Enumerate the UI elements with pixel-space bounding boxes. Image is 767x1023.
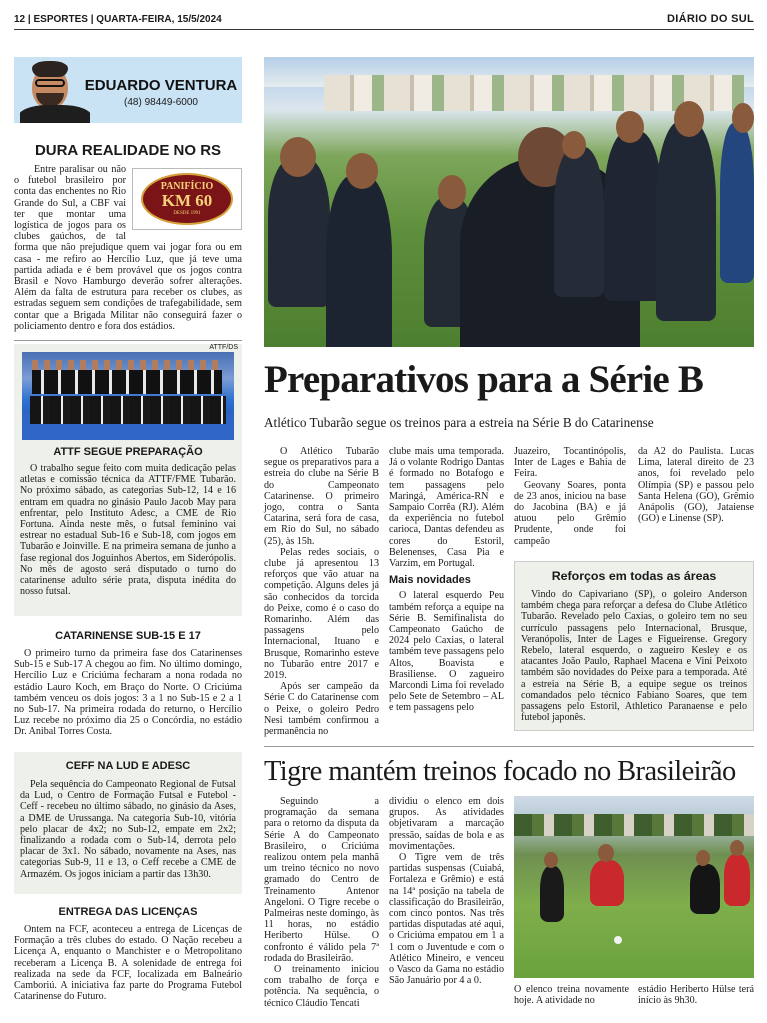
- reinforcements-box: [514, 561, 754, 731]
- section-title-licencas: ENTREGA DAS LICENÇAS: [58, 906, 198, 918]
- criciuma-training-photo: [514, 796, 754, 978]
- photo-caption-a: O elenco treina novamente hoje. A atividade no: [514, 984, 629, 1007]
- page-header: [14, 8, 754, 30]
- article2-col-1: Seguindo a programação da semana para o retorno da disputa da Série A do Campeonato Brasileiro, o Criciúma realizou ontem pela manhã um treino técnico no novo gramado do Centro de Treinamento Antenor Angeloni. O Tigre recebe o Palmeiras neste domingo, às 11 horas, no estádio Heriberto Hülse. O confronto é válido pela 7ª rodada do Brasileirão. O treinamento iniciou com trabalho de força e potência. Na sequência, o técnico Cláudio Tencati: [264, 796, 379, 1009]
- section-title-ceff: CEFF NA LUD E ADESC: [65, 760, 191, 772]
- section-text-attf: O trabalho segue feito com muita dedicação pelas atletas e comissão técnica da ATTF/FME Tubarão. No próximo sábado, as categorias Sub-12, 14 e 16 entram em quadra no ginásio Paulo Jacob May para enfrentar, pelo Instituto Adesc, a CME de Rio Fortuna. Ainda neste mês, o futsal feminino vai estrear no estadual Sub-16 e Sub-18, com jogos em Tubarão e Joinville. E na primeira semana de junho a fase regional dos Joguinhos Abertos, em Siderópolis. No mês de agosto será disputado o turno do catarinense adulto série prata, disputa inédita do nosso futsal.: [20, 463, 236, 598]
- section-title-catarinense: CATARINENSE SUB-15 E 17: [55, 630, 201, 642]
- section-title-attf: ATTF SEGUE PREPARAÇÃO: [53, 446, 203, 458]
- columnist-banner: [14, 57, 242, 123]
- article-col-1: O Atlético Tubarão segue os preparativos para a estreia do clube na Série B do Campeonato Catarinense. O primeiro jogo, contra o Santa Catarina, será fora de casa, em Rio do Sul, no sábado (25), às 15h. Pelas redes sociais, o clube já apresentou 13 reforços que vão atuar na competição. Alguns deles já são conhecidos da torcida do Peixe, como é o caso do Romarinho. Além das passagens pelo Internacional, Ituano e Brusque, Romarinho esteve no Tubarão entre 2017 e 2019. Após ser campeão da Série C do Catarinense com o Peixe, o goleiro Pedro Nesi também confirmou a permanência no: [264, 446, 379, 738]
- box-text: Vindo do Capivariano (SP), o goleiro Anderson também chega para reforçar a defesa do Clube Atlético Tubarão. Revelado pelo Caxias, o goleiro tem no seu currículo passagens pelo Internacional, Brusque, Veranópolis, Inter de Lages e Figueirense. Gregory Rebelo, lateral esquerdo, o zagueiro Kesley e os atacantes João Paulo, Raphael Macena e Vini Peixoto também são novidades do Peixe para a temporada. Até a estreia na Série B, a equipe segue os treinos comandados pelo técnico Fabiano Soares, que tem passagens pelo Estoril, Athletico Paranaense e pelo futebol japonês.: [521, 589, 747, 724]
- article2-headline: Tigre mantém treinos focado no Brasileirão: [264, 756, 736, 787]
- column-title: DURA REALIDADE NO RS: [34, 142, 222, 159]
- article-headline: Preparativos para a Série B: [264, 358, 704, 401]
- box-title: Reforços em todas as áreas: [551, 569, 717, 583]
- column-intro-text: Entre paralisar ou não o futebol brasileiro por conta das enchentes no Rio Grande do Sul, a CBF vai ter que montar uma logística de jogos para os clubes gaúchos, de tal forma que não prejudique quem vai jogar fora ou em casa - me refiro ao Hercílio Luz, que já teve uma partida adiada e é bem provável que os jogos contra Brasil e Novo Hamburgo deverão sofrer alterações. Além da falta de estrutura para receber os clubes, as estradas seguem sem condições de trafegabilidade, sem contar que a Brigada Militar não conseguirá fazer o policiamento dentro e fora dos estádios.: [14, 164, 242, 332]
- article2-col-2: dividiu o elenco em dois grupos. As atividades objetivaram a marcação pressão, saídas de bola e as movimentações. O Tigre vem de três partidas suspensas (Cuiabá, Fortaleza e Grêmio) e está na 14ª posição na tabela de classificação do Brasileirão, com cinco pontos. Nas três partidas disputadas até aqui, o Criciúma empatou em 1 a 1 com o Juventude e com o Atlético Mineiro, e venceu o Vasco da Gama no estádio São Januário por 4 a 0.: [389, 796, 504, 987]
- photo-credit-attf: ATTF/DS: [209, 344, 238, 351]
- article-subtitle: Mais novidades: [389, 574, 471, 587]
- bakery-ad-line1: PANIFÍCIO: [160, 181, 214, 192]
- attf-team-photo: [22, 352, 234, 440]
- divider: [14, 340, 242, 341]
- header-section-date: 12 | ESPORTES | QUARTA-FEIRA, 15/5/2024: [14, 14, 222, 25]
- article-col-4: da A2 do Paulista. Lucas Lima, lateral direito de 23 anos, foi revelado pelo Olímpia (SP) e passou pelo Santa Helena (GO), Grêmio Anápolis (GO), Jataiense (GO) e Linense (SP).: [638, 446, 754, 525]
- newspaper-name: DIÁRIO DO SUL: [666, 13, 754, 25]
- columnist-phone: (48) 98449-6000: [124, 97, 198, 108]
- bakery-ad-line3: DESDE 1991: [173, 211, 201, 216]
- article-col-3: Juazeiro, Tocantinópolis, Inter de Lages e Bahia de Feira. Geovany Soares, ponta de 23 anos, iniciou na base do Jacobina (BA) e já atuou pelo Grêmio Prudente, onde foi campeão: [514, 446, 626, 547]
- photo-caption-b: estádio Heriberto Hülse terá início às 9h30.: [638, 984, 754, 1007]
- section-text-licencas: Ontem na FCF, aconteceu a entrega de Licenças de Formação a três clubes do estado. O Nação recebeu a Licença A, enquanto o Manchister e o Metropolitano receberam a Licença B. A solenidade de entrega foi realizada na sede da FCF, localizada em Balneário Camboriú. A iniciativa faz parte do Programa Futebol Catarinense do Futuro.: [14, 924, 242, 1003]
- tubarao-training-photo: [264, 57, 754, 347]
- article-subheadline: Atlético Tubarão segue os treinos para a estreia na Série B do Catarinense: [264, 415, 654, 430]
- bakery-ad-line2: KM 60: [161, 191, 213, 210]
- section-text-ceff: Pela sequência do Campeonato Regional de Futsal da Lud, o Centro de Formação Futsal e Futebol - Ceff - recebeu no último sábado, no ginásio da Ases, a DME de Urussanga. Na categoria Sub-10, vitória pelo placar de 4x2; no Sub-12, empate em 2x2; finalizando a rodada com o Sub-14, derrota pelo placar de 3x1. No sábado, novamente na Ases, nas categorias Sub-9, 11 e 13, o Ceff recebe a CME de Armazém. Os jogos iniciam a partir das 13h30.: [20, 779, 236, 880]
- article-col-2: clube mais uma temporada. Já o volante Rodrigo Dantas é formado no Botafogo e tem passagens pelo Maringá, América-RN e Sampaio Corrêa (RJ). Além da experiência no futebol carioca, Dantas defendeu as cores do Estoril, Belenenses, Casa Pia e Varzim, em Portugal. Mais novidades O lateral esquerdo Peu também reforça a equipe na Série B. Semifinalista do Campeonato Gaúcho de 2024 pelo Caxias, o lateral também teve passagens pelo Altos, Boavista e Brasiliense. O zagueiro Marcondi Lima foi revelado pelo Sete de Setembro – AL e tem passagens pelo: [389, 446, 504, 714]
- section-text-catarinense: O primeiro turno da primeira fase dos Catarinenses Sub-15 e Sub-17 A chegou ao fim. No último domingo, Hercílio Luz e Criciúma fecharam a nona rodada no estádio Lauro Koch, em Braço do Norte. O Criciúma também venceu os dois jogos: 3 a 1 no Sub-15 e 2 a 1 no Sub-17. Na primeira rodada do returno, o Hercílio Luz recebe no próximo dia 25 o Concórdia, no estádio Dr. Anibal Torres Costa.: [14, 648, 242, 738]
- divider: [264, 746, 754, 747]
- columnist-name: EDUARDO VENTURA: [84, 77, 238, 94]
